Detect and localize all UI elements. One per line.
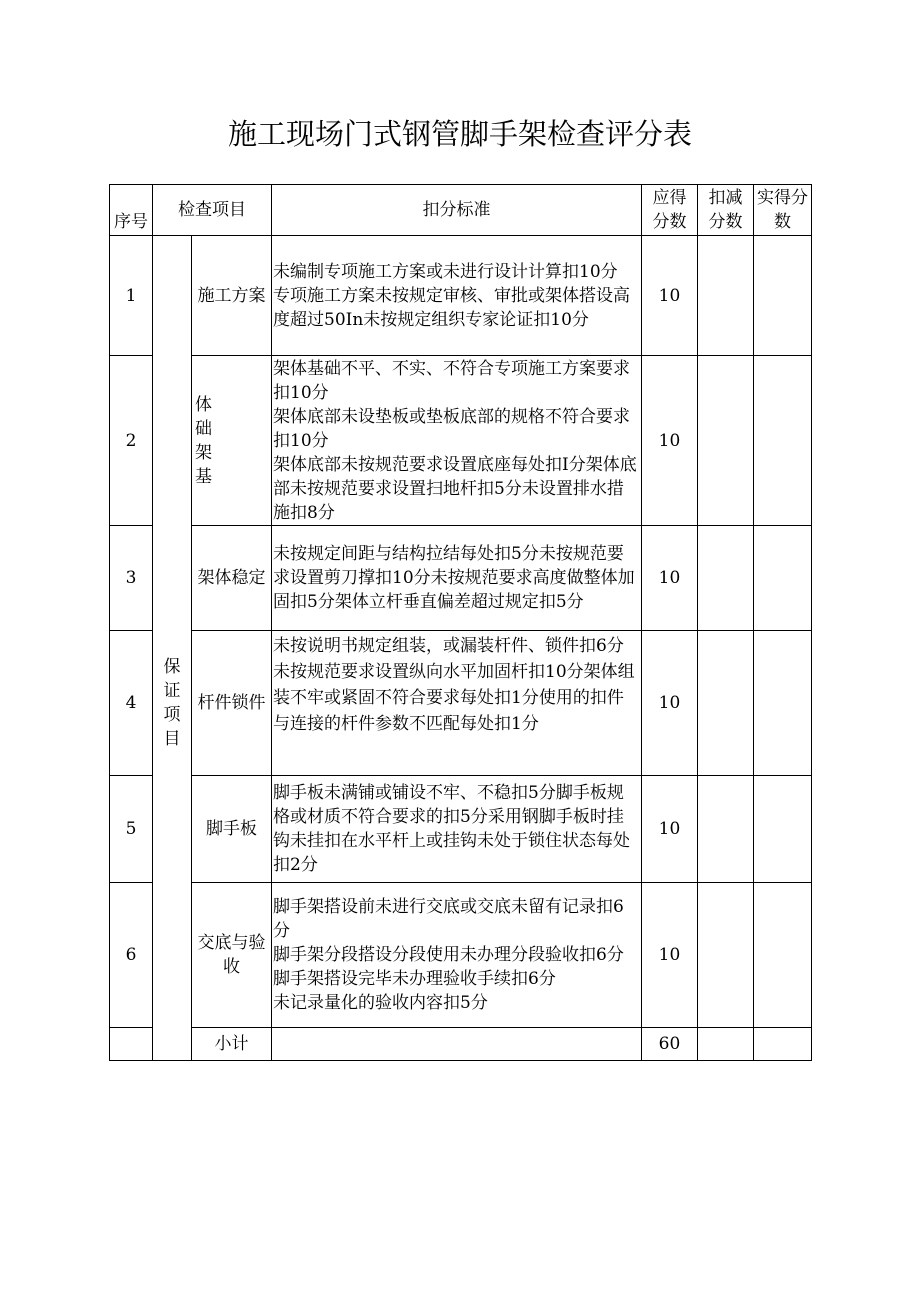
header-actual-line1: 实得分 <box>757 188 808 208</box>
row-criteria <box>272 883 642 1028</box>
criteria-clip <box>273 631 639 775</box>
criteria-line: 未按规定间距与结构拉结每处扣5分未按规范要求设置剪刀撑扣10分未按规范要求高度做整体加固扣5分架体立杆垂直偏差超过规定扣5分 <box>273 544 635 612</box>
subtotal-row <box>110 1028 812 1061</box>
criteria-line: 脚手板未满铺或铺设不牢、不稳扣5分脚手板规格或材质不符合要求的扣5分采用钢脚手板时挂钩未挂扣在水平杆上或挂钩未处于锁住状态每处扣2分 <box>273 783 630 875</box>
row-no: 2 <box>110 356 153 526</box>
criteria-line: 架体基础不平、不实、不符合专项施工方案要求扣10分 <box>273 358 630 403</box>
row-actual <box>754 631 812 776</box>
row-actual <box>754 356 812 526</box>
table-row <box>110 236 812 356</box>
criteria-line: 脚手架搭设完毕未办理验收手续扣6分 <box>273 969 556 989</box>
criteria-line: 脚手架分段搭设分段使用未办理分段验收扣6分 <box>273 945 624 965</box>
page-title: 施工现场门式钢管脚手架检查评分表 <box>227 117 692 151</box>
table-row <box>110 776 812 883</box>
item-line: 基 <box>195 466 212 487</box>
category-cell <box>153 236 192 1061</box>
header-due-line1: 应得 <box>652 188 687 208</box>
row-criteria <box>272 631 642 776</box>
row-criteria <box>272 236 642 356</box>
row-actual <box>754 236 812 356</box>
category-label: 保证项目 <box>163 657 181 749</box>
subtotal-due: 60 <box>642 1028 698 1061</box>
header-due-line2: 分数 <box>652 212 687 232</box>
item-line: 架 <box>195 442 212 463</box>
criteria-line: 未按说明书规定组装，或漏装杆件、锁件扣6分 <box>273 636 624 656</box>
header-no: 序号 <box>110 185 153 236</box>
row-due: 10 <box>642 776 698 883</box>
row-deduct <box>698 883 754 1028</box>
header-actual <box>754 185 812 236</box>
subtotal-actual <box>754 1028 812 1061</box>
subtotal-deduct <box>698 1028 754 1061</box>
row-deduct <box>698 776 754 883</box>
row-due: 10 <box>642 236 698 356</box>
row-due: 10 <box>642 526 698 631</box>
row-no: 1 <box>110 236 153 356</box>
table-row <box>110 631 812 776</box>
row-no: 6 <box>110 883 153 1028</box>
score-table <box>109 184 812 1061</box>
row-criteria <box>272 526 642 631</box>
header-row <box>110 185 812 236</box>
header-criteria: 扣分标准 <box>272 185 642 236</box>
row-criteria <box>272 776 642 883</box>
row-item: 施工方案 <box>192 236 272 356</box>
item-line: 收 <box>223 957 240 977</box>
table-row <box>110 356 812 526</box>
subtotal-criteria <box>272 1028 642 1061</box>
header-due <box>642 185 698 236</box>
criteria-line: 脚手架搭设前未进行交底或交底未留有记录扣6分 <box>273 897 624 941</box>
row-no: 4 <box>110 631 153 776</box>
item-line: 础 <box>195 418 212 439</box>
row-deduct <box>698 631 754 776</box>
row-due: 10 <box>642 883 698 1028</box>
row-no: 5 <box>110 776 153 883</box>
item-line: 体 <box>195 394 212 415</box>
row-criteria <box>272 356 642 526</box>
subtotal-label: 小计 <box>192 1028 272 1061</box>
header-deduct-line2: 分数 <box>708 212 743 232</box>
criteria-line: 专项施工方案未按规定审核、审批或架体搭设高度超过50In未按规定组织专家论证扣10分 <box>273 285 630 330</box>
header-deduct <box>698 185 754 236</box>
header-deduct-line1: 扣减 <box>708 188 743 208</box>
header-item: 检查项目 <box>153 185 272 236</box>
row-no: 3 <box>110 526 153 631</box>
table-row <box>110 526 812 631</box>
row-deduct <box>698 356 754 526</box>
header-actual-line2: 数 <box>774 212 791 232</box>
item-line: 交底与验 <box>197 933 266 953</box>
row-due: 10 <box>642 631 698 776</box>
criteria-line: 未编制专项施工方案或未进行设计计算扣10分 <box>273 261 618 282</box>
row-deduct <box>698 236 754 356</box>
criteria-line: 未记录量化的验收内容扣5分 <box>273 993 488 1013</box>
subtotal-no <box>110 1028 153 1061</box>
row-deduct <box>698 526 754 631</box>
row-actual <box>754 776 812 883</box>
criteria-line: 架体底部未设垫板或垫板底部的规格不符合要求扣10分 <box>273 406 630 451</box>
table-row <box>110 883 812 1028</box>
row-actual <box>754 526 812 631</box>
criteria-line: 架体底部未按规范要求设置底座每处扣I分架体底部未按规范要求设置扫地杆扣5分未设置排水措施扣8分 <box>273 454 637 523</box>
row-item <box>192 883 272 1028</box>
row-item: 架体稳定 <box>192 526 272 631</box>
row-item: 杆件锁件 <box>192 631 272 776</box>
row-item: 脚手板 <box>192 776 272 883</box>
row-item <box>192 356 272 526</box>
row-actual <box>754 883 812 1028</box>
criteria-line: 未按规范要求设置纵向水平加固杆扣10分架体组装不牢或紧固不符合要求每处扣1分使用的扣件与连接的杆件参数不匹配每处扣1分 <box>273 662 635 734</box>
row-due: 10 <box>642 356 698 526</box>
